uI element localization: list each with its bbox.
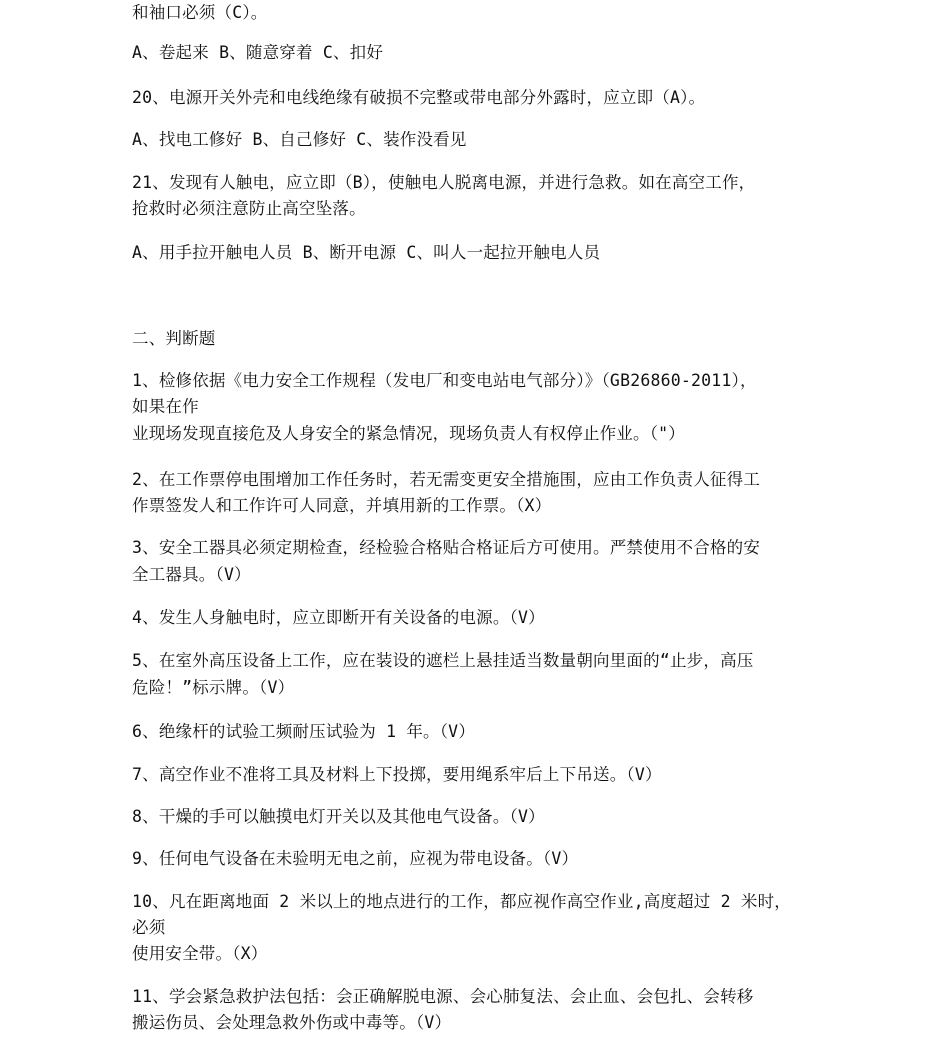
text-line: 9、任何电气设备在未验明无电之前，应视为带电设备。（V）	[132, 849, 579, 868]
text-line: 21、发现有人触电，应立即（B），使触电人脱离电源，并进行急救。如在高空工作，	[132, 173, 756, 192]
section-heading: 二、判断题	[132, 329, 216, 348]
text-line: 业现场发现直接危及人身安全的紧急情况，现场负责人有权停止作业。（"）	[132, 424, 685, 443]
text-line: 2、在工作票停电围增加工作任务时，若无需变更安全措施围，应由工作负责人征得工	[132, 470, 761, 489]
text-line: 11、学会紧急救护法包括：会正确解脱电源、会心肺复法、会止血、会包扎、会转移	[132, 987, 754, 1006]
text-line: 危险！”标示牌。（V）	[132, 678, 295, 697]
text-line: 20、电源开关外壳和电线绝缘有破损不完整或带电部分外露时，应立即（A）。	[132, 88, 706, 107]
text-line: 6、绝缘杆的试验工频耐压试验为 1 年。（V）	[132, 722, 476, 741]
text-line: 7、高空作业不准将工具及材料上下投掷，要用绳系牢后上下吊送。（V）	[132, 765, 662, 784]
text-line: 搬运伤员、会处理急救外伤或中毒等。（V）	[132, 1013, 452, 1032]
text-line: 如果在作	[132, 397, 199, 416]
text-line: 3、安全工器具必须定期检查，经检验合格贴合格证后方可使用。严禁使用不合格的安	[132, 538, 761, 557]
text-line: 和袖口必须（C）。	[132, 3, 268, 22]
text-line: A、找电工修好 B、自己修好 C、装作没看见	[132, 130, 467, 149]
text-line: 5、在室外高压设备上工作，应在装设的遮栏上悬挂适当数量朝向里面的“止步，高压	[132, 651, 754, 670]
text-line: 抢救时必须注意防止高空坠落。	[132, 199, 366, 218]
text-line: 全工器具。（V）	[132, 565, 251, 584]
text-line: 作票签发人和工作许可人同意，并填用新的工作票。（X）	[132, 496, 552, 515]
text-line: 10、凡在距离地面 2 米以上的地点进行的工作，都应视作高空作业,高度超过 2 米时，	[132, 892, 792, 911]
text-line: 8、干燥的手可以触摸电灯开关以及其他电气设备。（V）	[132, 807, 545, 826]
text-line: A、卷起来 B、随意穿着 C、扣好	[132, 43, 384, 62]
text-line: 必须	[132, 918, 166, 937]
text-line: 使用安全带。（X）	[132, 944, 268, 963]
text-line: 1、检修依据《电力安全工作规程（发电厂和变电站电气部分）》（GB26860-2011），	[132, 371, 757, 390]
text-line: A、用手拉开触电人员 B、断开电源 C、叫人一起拉开触电人员	[132, 243, 601, 262]
text-line: 4、发生人身触电时，应立即断开有关设备的电源。（V）	[132, 608, 545, 627]
